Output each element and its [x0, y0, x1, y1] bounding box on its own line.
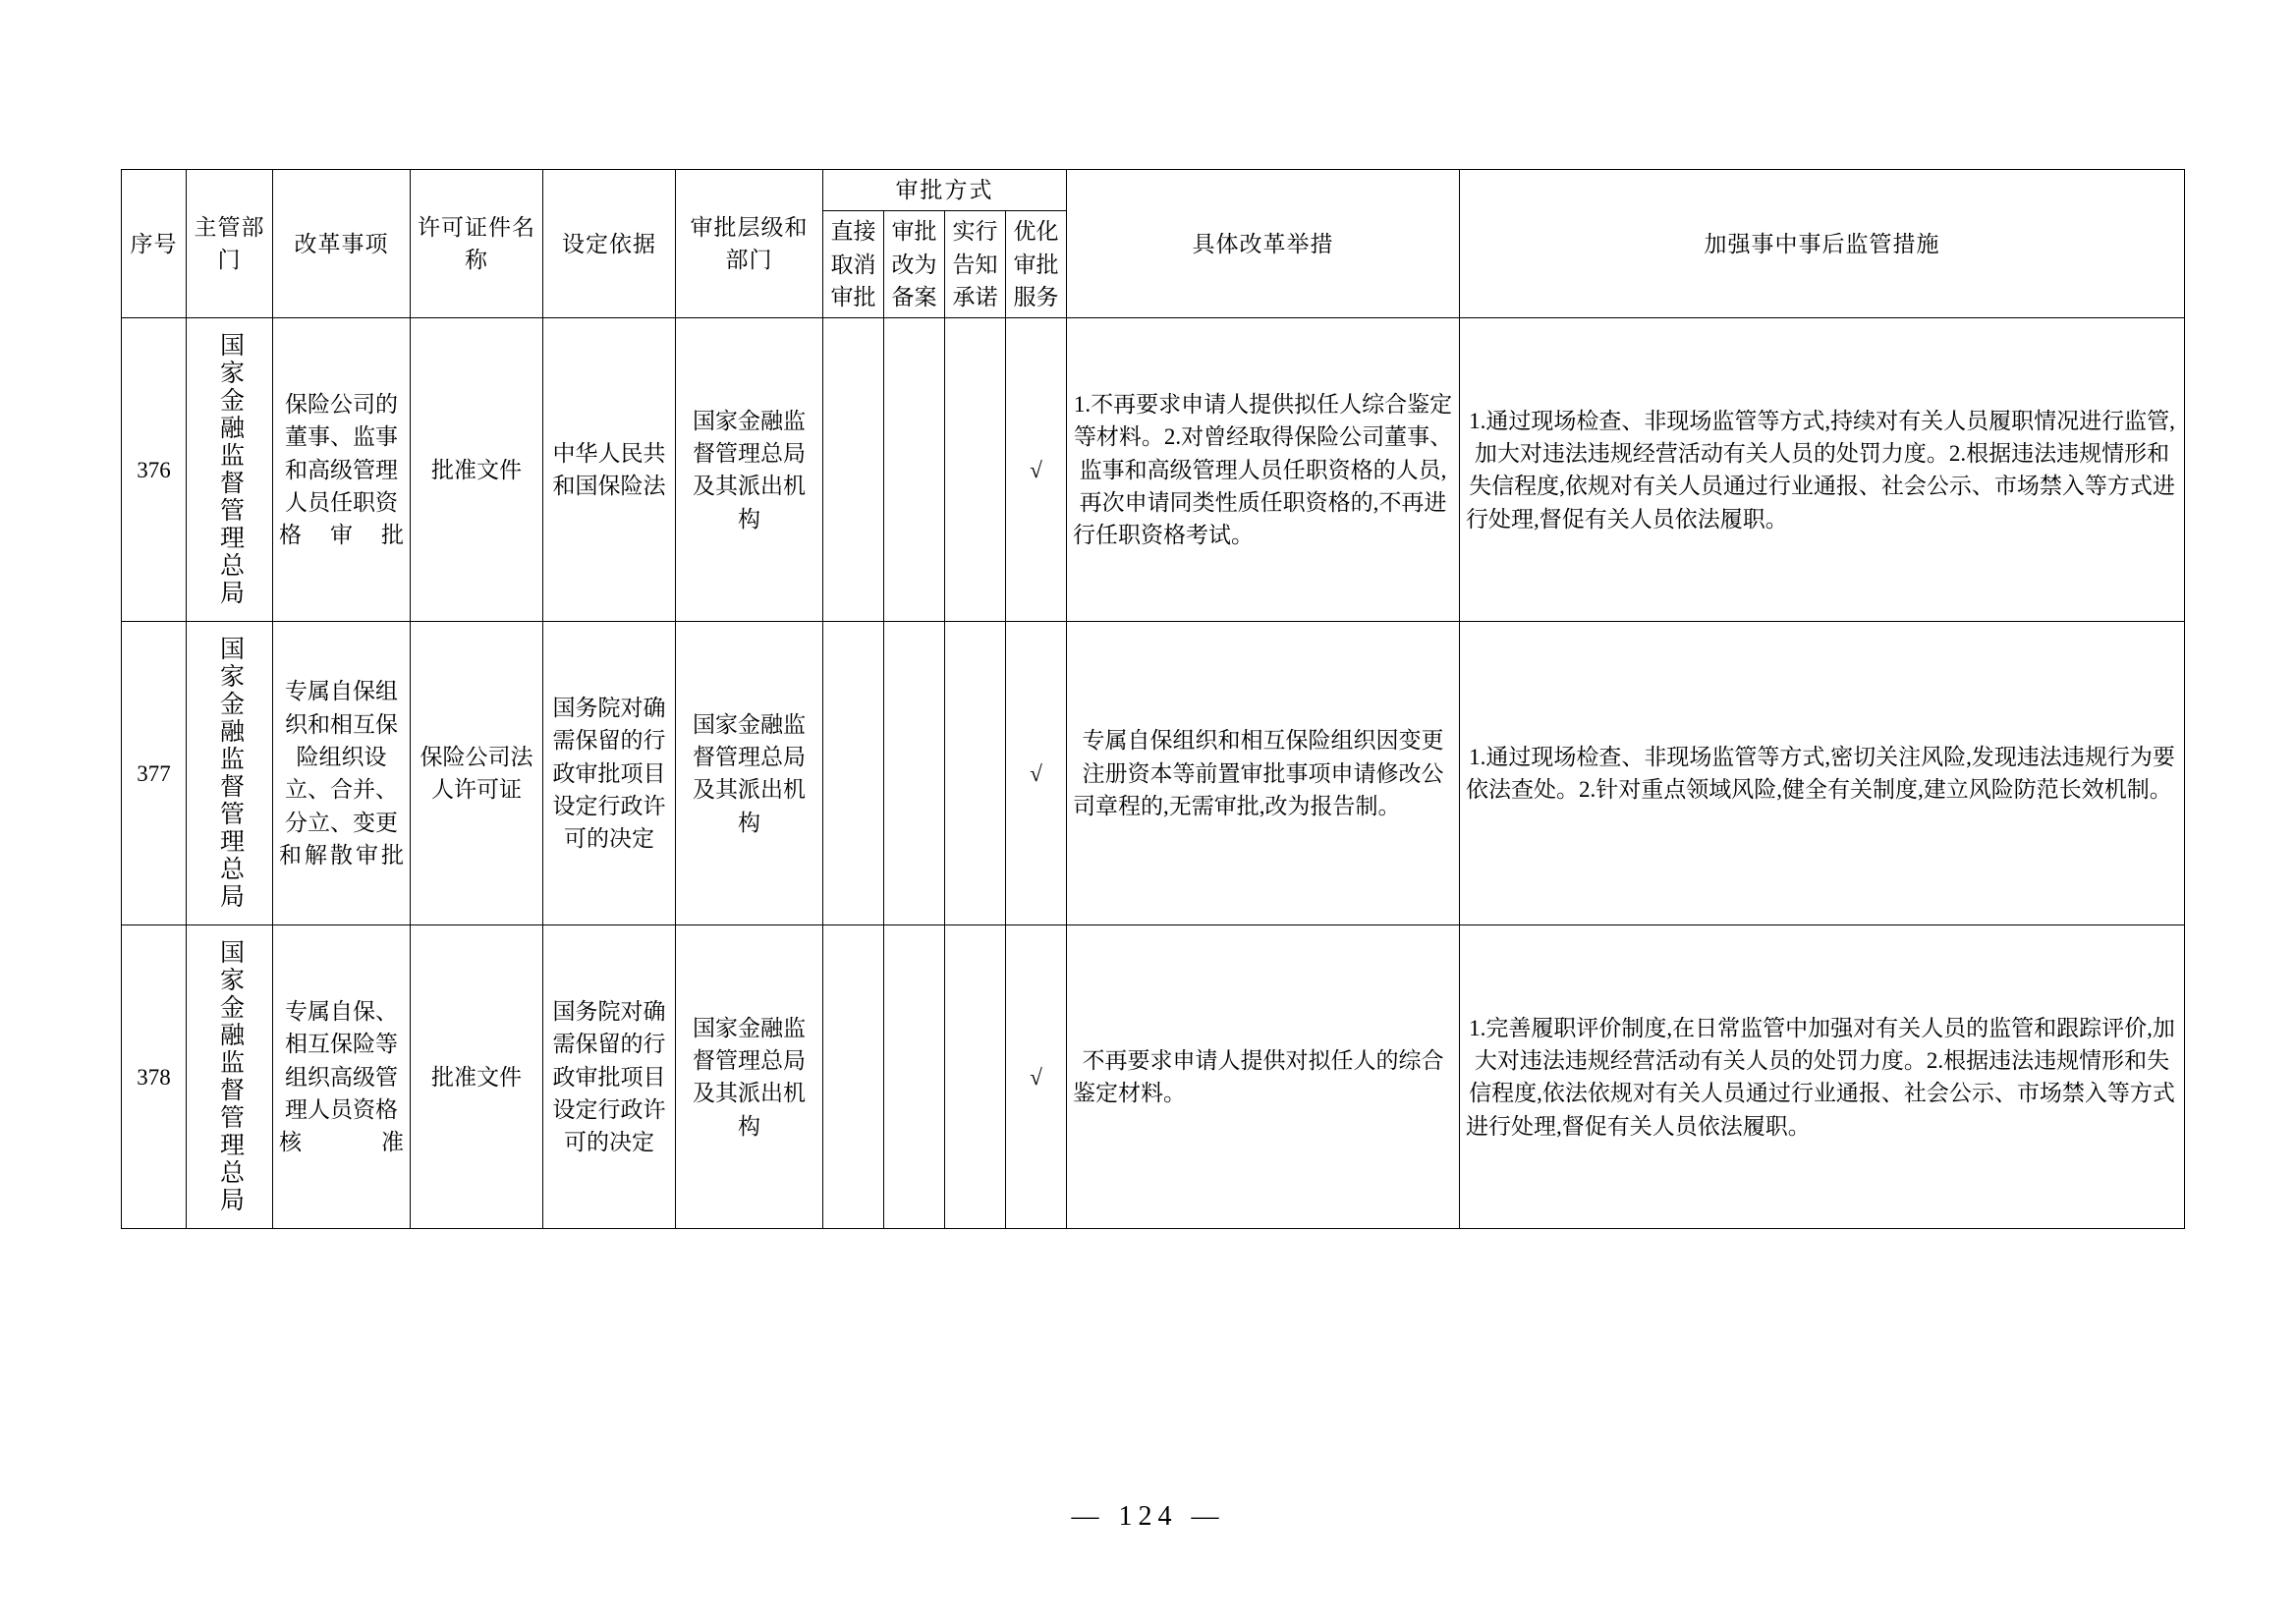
cell-method-cancel [823, 925, 884, 1229]
header-cert: 许可证件名称 [411, 170, 543, 318]
cell-basis: 国务院对确需保留的行政审批项目设定行政许可的决定 [543, 925, 676, 1229]
cell-level: 国家金融监督管理总局及其派出机构 [676, 925, 823, 1229]
cell-method-notice [945, 622, 1006, 925]
cell-dept-text: 国家金融监督管理总局 [216, 939, 244, 1215]
cell-method-optimize: √ [1006, 925, 1067, 1229]
cell-basis: 国务院对确需保留的行政审批项目设定行政许可的决定 [543, 622, 676, 925]
cell-cert: 批准文件 [411, 318, 543, 622]
reform-table-container [121, 169, 2184, 1229]
header-basis: 设定依据 [543, 170, 676, 318]
footer-dash-left: — [1071, 1501, 1105, 1532]
cell-item: 保险公司的董事、监事和高级管理人员任职资格审批 [273, 318, 411, 622]
header-method-notice: 实行告知承诺 [945, 211, 1006, 318]
cell-method-notice [945, 318, 1006, 622]
footer-dash-right: — [1191, 1501, 1225, 1532]
header-measure: 具体改革举措 [1067, 170, 1460, 318]
page-footer [0, 1501, 2296, 1533]
table-row [122, 318, 2185, 622]
cell-seq: 377 [122, 622, 187, 925]
table-row [122, 925, 2185, 1229]
cell-dept [187, 318, 273, 622]
table-row [122, 622, 2185, 925]
page-number: 124 [1118, 1501, 1178, 1532]
cell-supervision: 1.通过现场检查、非现场监管等方式,密切关注风险,发现违法违规行为要依法查处。2.针对重点领域风险,健全有关制度,建立风险防范长效机制。 [1460, 622, 2185, 925]
cell-cert: 批准文件 [411, 925, 543, 1229]
cell-basis: 中华人民共和国保险法 [543, 318, 676, 622]
table-header [122, 170, 2185, 318]
header-row-group [122, 170, 2185, 211]
table-body [122, 318, 2185, 1229]
cell-supervision: 1.完善履职评价制度,在日常监管中加强对有关人员的监管和跟踪评价,加大对违法违规经营活动有关人员的处罚力度。2.根据违法违规情形和失信程度,依法依规对有关人员通过行业通报、社会公示、市场禁入等方式进行处理,督促有关人员依法履职。 [1460, 925, 2185, 1229]
cell-seq: 376 [122, 318, 187, 622]
cell-method-optimize: √ [1006, 622, 1067, 925]
cell-dept-text: 国家金融监督管理总局 [216, 332, 244, 608]
cell-dept-text: 国家金融监督管理总局 [216, 636, 244, 912]
header-item: 改革事项 [273, 170, 411, 318]
header-level: 审批层级和部门 [676, 170, 823, 318]
cell-method-cancel [823, 622, 884, 925]
cell-method-cancel [823, 318, 884, 622]
cell-item: 专属自保、相互保险等组织高级管理人员资格核准 [273, 925, 411, 1229]
cell-measure: 专属自保组织和相互保险组织因变更注册资本等前置审批事项申请修改公司章程的,无需审批,改为报告制。 [1067, 622, 1460, 925]
header-method-optimize: 优化审批服务 [1006, 211, 1067, 318]
cell-method-record [884, 318, 945, 622]
cell-dept [187, 925, 273, 1229]
cell-method-record [884, 925, 945, 1229]
cell-method-record [884, 622, 945, 925]
header-method-record: 审批改为备案 [884, 211, 945, 318]
cell-method-notice [945, 925, 1006, 1229]
header-supervision: 加强事中事后监管措施 [1460, 170, 2185, 318]
header-method-cancel: 直接取消审批 [823, 211, 884, 318]
cell-method-optimize: √ [1006, 318, 1067, 622]
cell-measure: 不再要求申请人提供对拟任人的综合鉴定材料。 [1067, 925, 1460, 1229]
cell-cert: 保险公司法人许可证 [411, 622, 543, 925]
cell-level: 国家金融监督管理总局及其派出机构 [676, 318, 823, 622]
header-approval-method-group: 审批方式 [823, 170, 1067, 211]
cell-measure: 1.不再要求申请人提供拟任人综合鉴定等材料。2.对曾经取得保险公司董事、监事和高级管理人员任职资格的人员,再次申请同类性质任职资格的,不再进行任职资格考试。 [1067, 318, 1460, 622]
cell-seq: 378 [122, 925, 187, 1229]
cell-level: 国家金融监督管理总局及其派出机构 [676, 622, 823, 925]
header-seq: 序号 [122, 170, 187, 318]
header-dept: 主管部门 [187, 170, 273, 318]
cell-supervision: 1.通过现场检查、非现场监管等方式,持续对有关人员履职情况进行监管,加大对违法违规经营活动有关人员的处罚力度。2.根据违法违规情形和失信程度,依规对有关人员通过行业通报、社会公示、市场禁入等方式进行处理,督促有关人员依法履职。 [1460, 318, 2185, 622]
cell-item: 专属自保组织和相互保险组织设立、合并、分立、变更和解散审批 [273, 622, 411, 925]
reform-measures-table [121, 169, 2185, 1229]
cell-dept [187, 622, 273, 925]
